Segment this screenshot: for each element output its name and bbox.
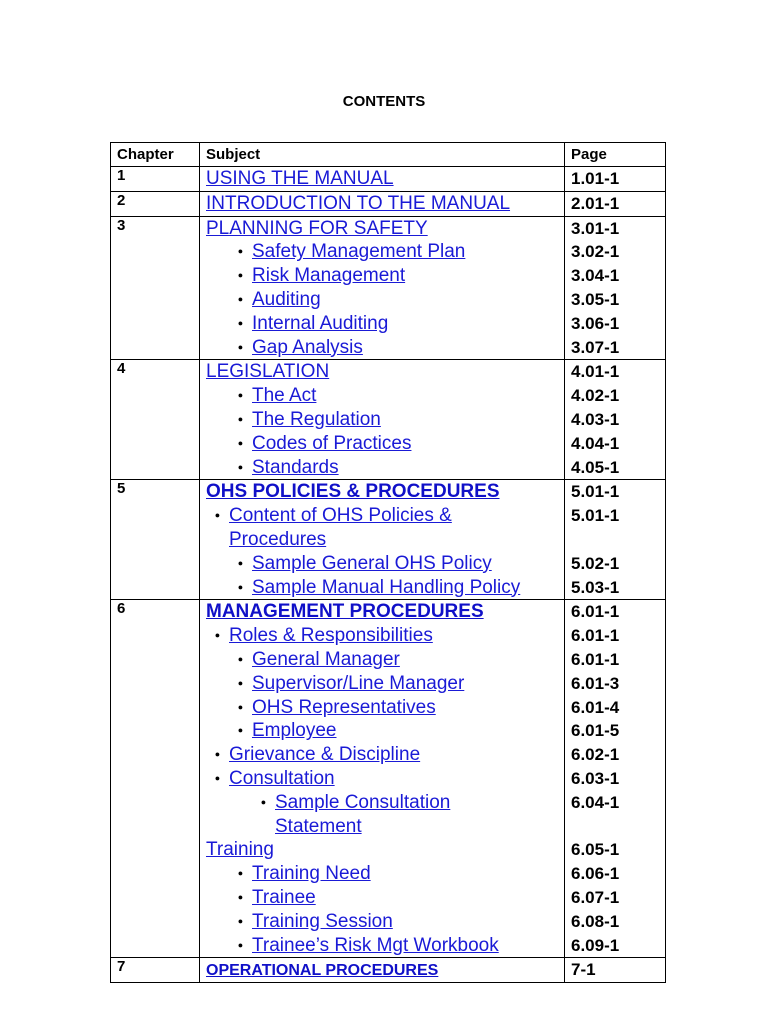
toc-entry bbox=[200, 528, 564, 552]
chapter-number: 7 bbox=[111, 958, 200, 983]
page-number: 4.04-1 bbox=[571, 433, 620, 453]
page-number: 5.03-1 bbox=[571, 577, 620, 597]
toc-entry bbox=[200, 192, 564, 216]
toc-link[interactable]: USING THE MANUAL bbox=[206, 168, 394, 189]
toc-entry bbox=[200, 240, 564, 264]
toc-entry bbox=[200, 696, 564, 720]
toc-entry bbox=[200, 384, 564, 408]
toc-entry bbox=[200, 886, 564, 910]
toc-link[interactable]: Standards bbox=[252, 456, 339, 478]
toc-entry bbox=[200, 336, 564, 360]
toc-link[interactable]: Content of OHS Policies & bbox=[229, 505, 452, 527]
chapter-number: 6 bbox=[111, 600, 200, 958]
toc-entry bbox=[200, 288, 564, 312]
bullet-icon: ● bbox=[237, 437, 244, 448]
contents-table bbox=[110, 142, 666, 983]
toc-link[interactable]: Consultation bbox=[229, 767, 335, 789]
toc-entry bbox=[200, 360, 564, 384]
toc-entry bbox=[200, 648, 564, 672]
bullet-icon: ● bbox=[237, 390, 244, 401]
page-number: 5.02-1 bbox=[571, 553, 620, 573]
bullet-icon: ● bbox=[237, 341, 244, 352]
page-number: 5.01-1 bbox=[571, 482, 620, 502]
bullet-icon: ● bbox=[237, 461, 244, 472]
page-number: 6.09-1 bbox=[571, 935, 620, 955]
page-cell bbox=[565, 191, 666, 216]
page-cell bbox=[565, 360, 666, 480]
page-number: 6.08-1 bbox=[571, 911, 620, 931]
page-number: 3.05-1 bbox=[571, 289, 620, 309]
chapter-number: 2 bbox=[111, 191, 200, 216]
toc-link[interactable]: Training bbox=[206, 839, 274, 861]
bullet-icon: ● bbox=[237, 246, 244, 257]
toc-link[interactable]: Sample Manual Handling Policy bbox=[252, 576, 521, 598]
toc-entry bbox=[200, 264, 564, 288]
page-cell bbox=[565, 216, 666, 360]
page-number: 2.01-1 bbox=[571, 193, 620, 213]
page-number bbox=[565, 815, 665, 839]
table-row bbox=[111, 480, 666, 600]
toc-entry bbox=[200, 910, 564, 934]
page-number: 4.05-1 bbox=[571, 457, 620, 477]
chapter-number: 1 bbox=[111, 167, 200, 192]
toc-link[interactable]: The Act bbox=[252, 385, 317, 407]
table-row bbox=[111, 360, 666, 480]
table-row bbox=[111, 958, 666, 983]
toc-entry bbox=[200, 432, 564, 456]
toc-entry bbox=[200, 743, 564, 767]
toc-link[interactable]: Grievance & Discipline bbox=[229, 744, 421, 766]
subject-cell bbox=[200, 216, 565, 360]
page-number: 4.01-1 bbox=[571, 362, 620, 382]
toc-link[interactable]: PLANNING FOR SAFETY bbox=[206, 217, 428, 239]
toc-entry bbox=[200, 767, 564, 791]
page-number: 5.01-1 bbox=[571, 506, 620, 526]
page-cell bbox=[565, 167, 666, 192]
chapter-number: 3 bbox=[111, 216, 200, 360]
toc-entry bbox=[200, 958, 564, 982]
toc-entry bbox=[200, 456, 564, 480]
page-number: 6.01-3 bbox=[571, 673, 620, 693]
toc-link[interactable]: Risk Management bbox=[252, 265, 406, 287]
bullet-icon: ● bbox=[237, 270, 244, 281]
page-number: 6.03-1 bbox=[571, 768, 620, 788]
page-title: CONTENTS bbox=[342, 93, 426, 110]
page-number: 1.01-1 bbox=[571, 169, 620, 188]
chapter-header: Chapter bbox=[111, 143, 200, 167]
table-row bbox=[111, 167, 666, 192]
page-number: 3.02-1 bbox=[571, 242, 620, 262]
page-number: 6.05-1 bbox=[571, 840, 620, 860]
toc-entry bbox=[200, 167, 564, 191]
toc-entry bbox=[200, 791, 564, 815]
toc-link[interactable]: Training Need bbox=[252, 863, 371, 885]
toc-link[interactable]: Gap Analysis bbox=[252, 336, 363, 358]
toc-entry bbox=[200, 408, 564, 432]
chapter-number: 4 bbox=[111, 360, 200, 480]
bullet-icon: ● bbox=[214, 749, 221, 760]
toc-link[interactable]: Safety Management Plan bbox=[252, 241, 466, 263]
subject-cell bbox=[200, 167, 565, 192]
toc-entry bbox=[200, 862, 564, 886]
bullet-icon: ● bbox=[237, 725, 244, 736]
toc-entry bbox=[200, 624, 564, 648]
toc-link[interactable]: Statement bbox=[275, 815, 362, 837]
toc-entry bbox=[200, 576, 564, 600]
bullet-icon: ● bbox=[237, 939, 244, 950]
subject-header: Subject bbox=[200, 143, 565, 167]
toc-entry bbox=[200, 552, 564, 576]
page-number: 6.01-1 bbox=[571, 649, 620, 669]
subject-cell bbox=[200, 360, 565, 480]
toc-entry bbox=[200, 480, 564, 504]
subject-cell bbox=[200, 191, 565, 216]
bullet-icon: ● bbox=[214, 510, 221, 521]
toc-link[interactable]: OHS Representatives bbox=[252, 696, 436, 718]
toc-entry bbox=[200, 312, 564, 336]
bullet-icon: ● bbox=[237, 677, 244, 688]
bullet-icon: ● bbox=[237, 557, 244, 568]
page-number: 6.01-4 bbox=[571, 697, 620, 717]
toc-entry bbox=[200, 838, 564, 862]
toc-link[interactable]: Trainee bbox=[252, 886, 316, 908]
page-number: 3.07-1 bbox=[571, 337, 620, 357]
page-number: 4.02-1 bbox=[571, 386, 620, 406]
toc-link[interactable]: MANAGEMENT PROCEDURES bbox=[206, 601, 484, 623]
bullet-icon: ● bbox=[214, 772, 221, 783]
bullet-icon: ● bbox=[237, 915, 244, 926]
bullet-icon: ● bbox=[260, 796, 267, 807]
page-number: 6.06-1 bbox=[571, 864, 620, 884]
toc-entry bbox=[200, 600, 564, 624]
bullet-icon: ● bbox=[237, 653, 244, 664]
subject-cell bbox=[200, 600, 565, 958]
bullet-icon: ● bbox=[237, 317, 244, 328]
toc-link[interactable]: Supervisor/Line Manager bbox=[252, 672, 465, 694]
table-row bbox=[111, 216, 666, 360]
toc-link[interactable]: Sample General OHS Policy bbox=[252, 552, 492, 574]
toc-entry bbox=[200, 672, 564, 696]
toc-link[interactable]: Training Session bbox=[252, 910, 393, 932]
page-number: 6.07-1 bbox=[571, 887, 620, 907]
page-number bbox=[565, 528, 665, 552]
toc-link[interactable]: OPERATIONAL PROCEDURES bbox=[206, 962, 439, 980]
subject-cell bbox=[200, 480, 565, 600]
toc-link[interactable]: LEGISLATION bbox=[206, 361, 330, 383]
page-number: 4.03-1 bbox=[571, 409, 620, 429]
toc-link[interactable]: General Manager bbox=[252, 648, 400, 670]
bullet-icon: ● bbox=[237, 868, 244, 879]
page-number: 6.04-1 bbox=[571, 792, 620, 812]
page-number: 6.01-1 bbox=[571, 626, 620, 646]
table-row bbox=[111, 191, 666, 216]
toc-link[interactable]: Employee bbox=[252, 720, 337, 742]
chapter-number: 5 bbox=[111, 480, 200, 600]
toc-entry bbox=[200, 815, 564, 839]
bullet-icon: ● bbox=[214, 630, 221, 641]
page-number: 6.02-1 bbox=[571, 745, 620, 765]
toc-link[interactable]: Trainee’s Risk Mgt Workbook bbox=[252, 934, 499, 956]
table-row bbox=[111, 600, 666, 958]
page-cell bbox=[565, 480, 666, 600]
toc-link[interactable]: Codes of Practices bbox=[252, 432, 412, 454]
page-header: Page bbox=[565, 143, 666, 167]
toc-link[interactable]: INTRODUCTION TO THE MANUAL bbox=[206, 192, 511, 214]
bullet-icon: ● bbox=[237, 293, 244, 304]
toc-link[interactable]: Auditing bbox=[252, 288, 321, 310]
page-number: 3.06-1 bbox=[571, 313, 620, 333]
toc-entry bbox=[200, 719, 564, 743]
page-cell bbox=[565, 600, 666, 958]
bullet-icon: ● bbox=[237, 701, 244, 712]
page-number: 6.01-5 bbox=[571, 721, 620, 741]
page-number: 3.04-1 bbox=[571, 266, 620, 286]
toc-link[interactable]: Internal Auditing bbox=[252, 312, 389, 334]
toc-link[interactable]: OHS POLICIES & PROCEDURES bbox=[206, 481, 500, 503]
bullet-icon: ● bbox=[237, 581, 244, 592]
bullet-icon: ● bbox=[237, 413, 244, 424]
header-row bbox=[111, 143, 666, 167]
subject-cell bbox=[200, 958, 565, 983]
toc-entry bbox=[200, 217, 564, 241]
toc-link[interactable]: The Regulation bbox=[252, 408, 381, 430]
toc-entry bbox=[200, 934, 564, 958]
page-number: 6.01-1 bbox=[571, 602, 620, 622]
page-cell bbox=[565, 958, 666, 983]
page-number: 3.01-1 bbox=[571, 218, 620, 238]
bullet-icon: ● bbox=[237, 891, 244, 902]
page-number: 7-1 bbox=[571, 960, 596, 980]
toc-link[interactable]: Procedures bbox=[229, 528, 327, 550]
toc-link[interactable]: Sample Consultation bbox=[275, 791, 451, 813]
toc-entry bbox=[200, 504, 564, 528]
toc-link[interactable]: Roles & Responsibilities bbox=[229, 625, 433, 647]
